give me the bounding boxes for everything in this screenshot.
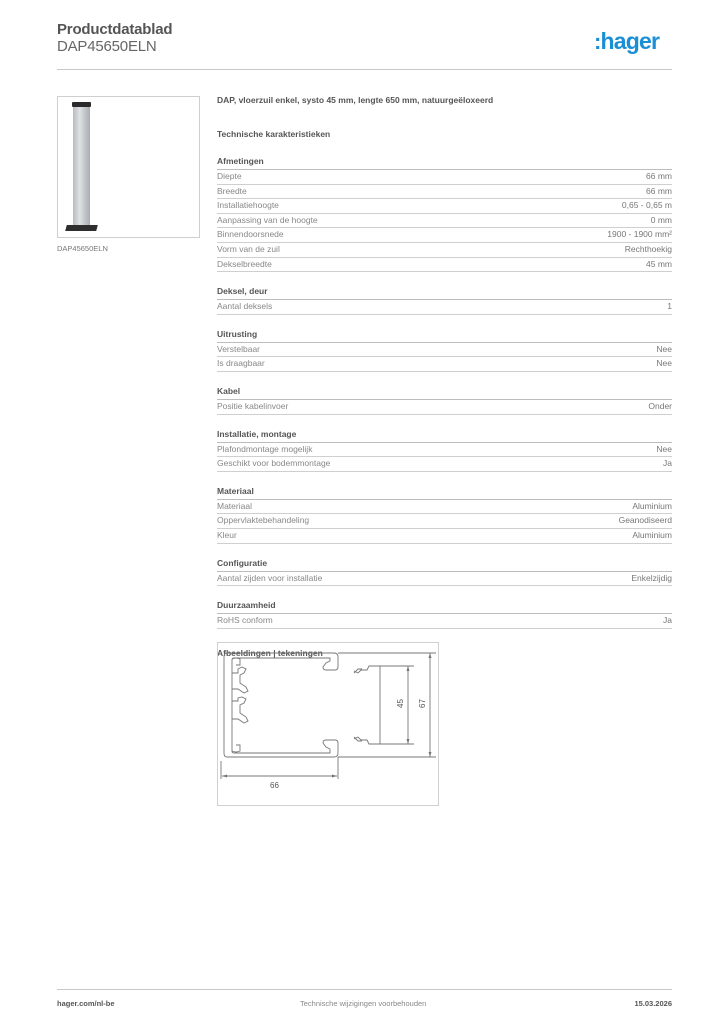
product-code: DAP45650ELN <box>57 38 157 55</box>
spec-row <box>217 457 672 472</box>
spec-value: Ja <box>663 458 672 469</box>
spec-value: Onder <box>648 400 672 411</box>
footer-website-link[interactable]: hager.com/nl-be <box>57 999 115 1008</box>
product-image <box>57 96 200 238</box>
spec-label: Aanpassing van de hoogte <box>217 214 318 225</box>
dimension-width-label: 66 <box>270 781 279 790</box>
spec-value: 1900 - 1900 mm² <box>607 229 672 240</box>
footer-date: 15.03.2026 <box>634 999 672 1008</box>
spec-section <box>217 329 672 372</box>
section-heading: Uitrusting <box>217 329 672 343</box>
footer-notice: Technische wijzigingen voorbehouden <box>300 999 427 1008</box>
section-heading: Deksel, deur <box>217 286 672 300</box>
spec-section <box>217 486 672 544</box>
spec-value: 0 mm <box>650 214 672 225</box>
spec-label: Is draagbaar <box>217 358 265 369</box>
spec-value: Nee <box>656 358 672 369</box>
floor-pillar-illustration <box>73 104 90 229</box>
section-heading: Afmetingen <box>217 156 672 170</box>
product-description: DAP, vloerzuil enkel, systo 45 mm, lengte 650 mm, natuurgeëloxeerd <box>217 95 494 105</box>
spec-section <box>217 600 672 629</box>
spec-row <box>217 443 672 458</box>
spec-label: Installatiehoogte <box>217 200 279 211</box>
spec-label: Aantal deksels <box>217 301 273 312</box>
spec-value: 1 <box>667 301 672 312</box>
logo-colon: : <box>594 29 601 54</box>
spec-value: Nee <box>656 443 672 454</box>
spec-value: Aluminium <box>632 500 672 511</box>
tech-characteristics-title: Technische karakteristieken <box>217 129 331 139</box>
spec-row <box>217 199 672 214</box>
section-heading: Materiaal <box>217 486 672 500</box>
spec-label: Breedte <box>217 185 247 196</box>
spec-sections <box>217 156 672 629</box>
section-heading: Kabel <box>217 386 672 400</box>
spec-label: Verstelbaar <box>217 343 260 354</box>
images-title: Afbeeldingen | tekeningen <box>217 647 323 658</box>
spec-label: Plafondmontage mogelijk <box>217 443 313 454</box>
spec-row <box>217 185 672 200</box>
logo-text: hager <box>600 28 660 54</box>
spec-row <box>217 614 672 629</box>
spec-value: 66 mm <box>646 185 672 196</box>
spec-row <box>217 500 672 515</box>
spec-section <box>217 156 672 272</box>
spec-value: 66 mm <box>646 171 672 181</box>
section-heading: Configuratie <box>217 558 672 572</box>
spec-label: Kleur <box>217 529 237 540</box>
section-heading: Installatie, montage <box>217 429 672 443</box>
spec-value: Enkelzijdig <box>631 572 672 583</box>
spec-row <box>217 400 672 415</box>
spec-label: RoHS conform <box>217 615 273 626</box>
dimension-cover-label: 45 <box>395 699 405 708</box>
spec-label: Binnendoorsnede <box>217 229 284 240</box>
cross-section-drawing <box>218 643 438 805</box>
spec-row <box>217 258 672 273</box>
spec-label: Diepte <box>217 171 242 181</box>
spec-value: Rechthoekig <box>624 243 672 254</box>
dimension-height-label: 67 <box>417 699 427 708</box>
spec-row <box>217 300 672 315</box>
main-content <box>217 95 672 658</box>
spec-value: 45 mm <box>646 258 672 269</box>
section-heading: Duurzaamheid <box>217 600 672 614</box>
spec-section <box>217 429 672 472</box>
spec-label: Geschikt voor bodemmontage <box>217 458 331 469</box>
footer-divider <box>57 989 672 990</box>
spec-value: Geanodiseerd <box>618 515 672 526</box>
pillar-base <box>65 225 98 231</box>
spec-value: Nee <box>656 343 672 354</box>
spec-row <box>217 572 672 587</box>
product-image-caption: DAP45650ELN <box>57 244 108 253</box>
spec-row <box>217 243 672 258</box>
spec-label: Materiaal <box>217 500 252 511</box>
spec-row <box>217 514 672 529</box>
spec-row <box>217 357 672 372</box>
spec-value: Ja <box>663 615 672 626</box>
technical-drawing <box>217 642 439 806</box>
spec-value: 0,65 - 0,65 m <box>621 200 672 211</box>
header-divider <box>57 69 672 70</box>
spec-section <box>217 386 672 415</box>
hager-logo <box>594 28 659 55</box>
spec-row <box>217 343 672 358</box>
pillar-cap <box>72 102 91 107</box>
spec-row <box>217 170 672 185</box>
spec-label: Oppervlaktebehandeling <box>217 515 310 526</box>
spec-label: Vorm van de zuil <box>217 243 280 254</box>
spec-section <box>217 558 672 587</box>
page-title: Productdatablad <box>57 21 173 38</box>
spec-row <box>217 214 672 229</box>
spec-section <box>217 286 672 315</box>
spec-row <box>217 529 672 544</box>
spec-label: Aantal zijden voor installatie <box>217 572 323 583</box>
spec-label: Dekselbreedte <box>217 258 272 269</box>
spec-label: Positie kabelinvoer <box>217 400 289 411</box>
spec-row <box>217 228 672 243</box>
spec-value: Aluminium <box>632 529 672 540</box>
